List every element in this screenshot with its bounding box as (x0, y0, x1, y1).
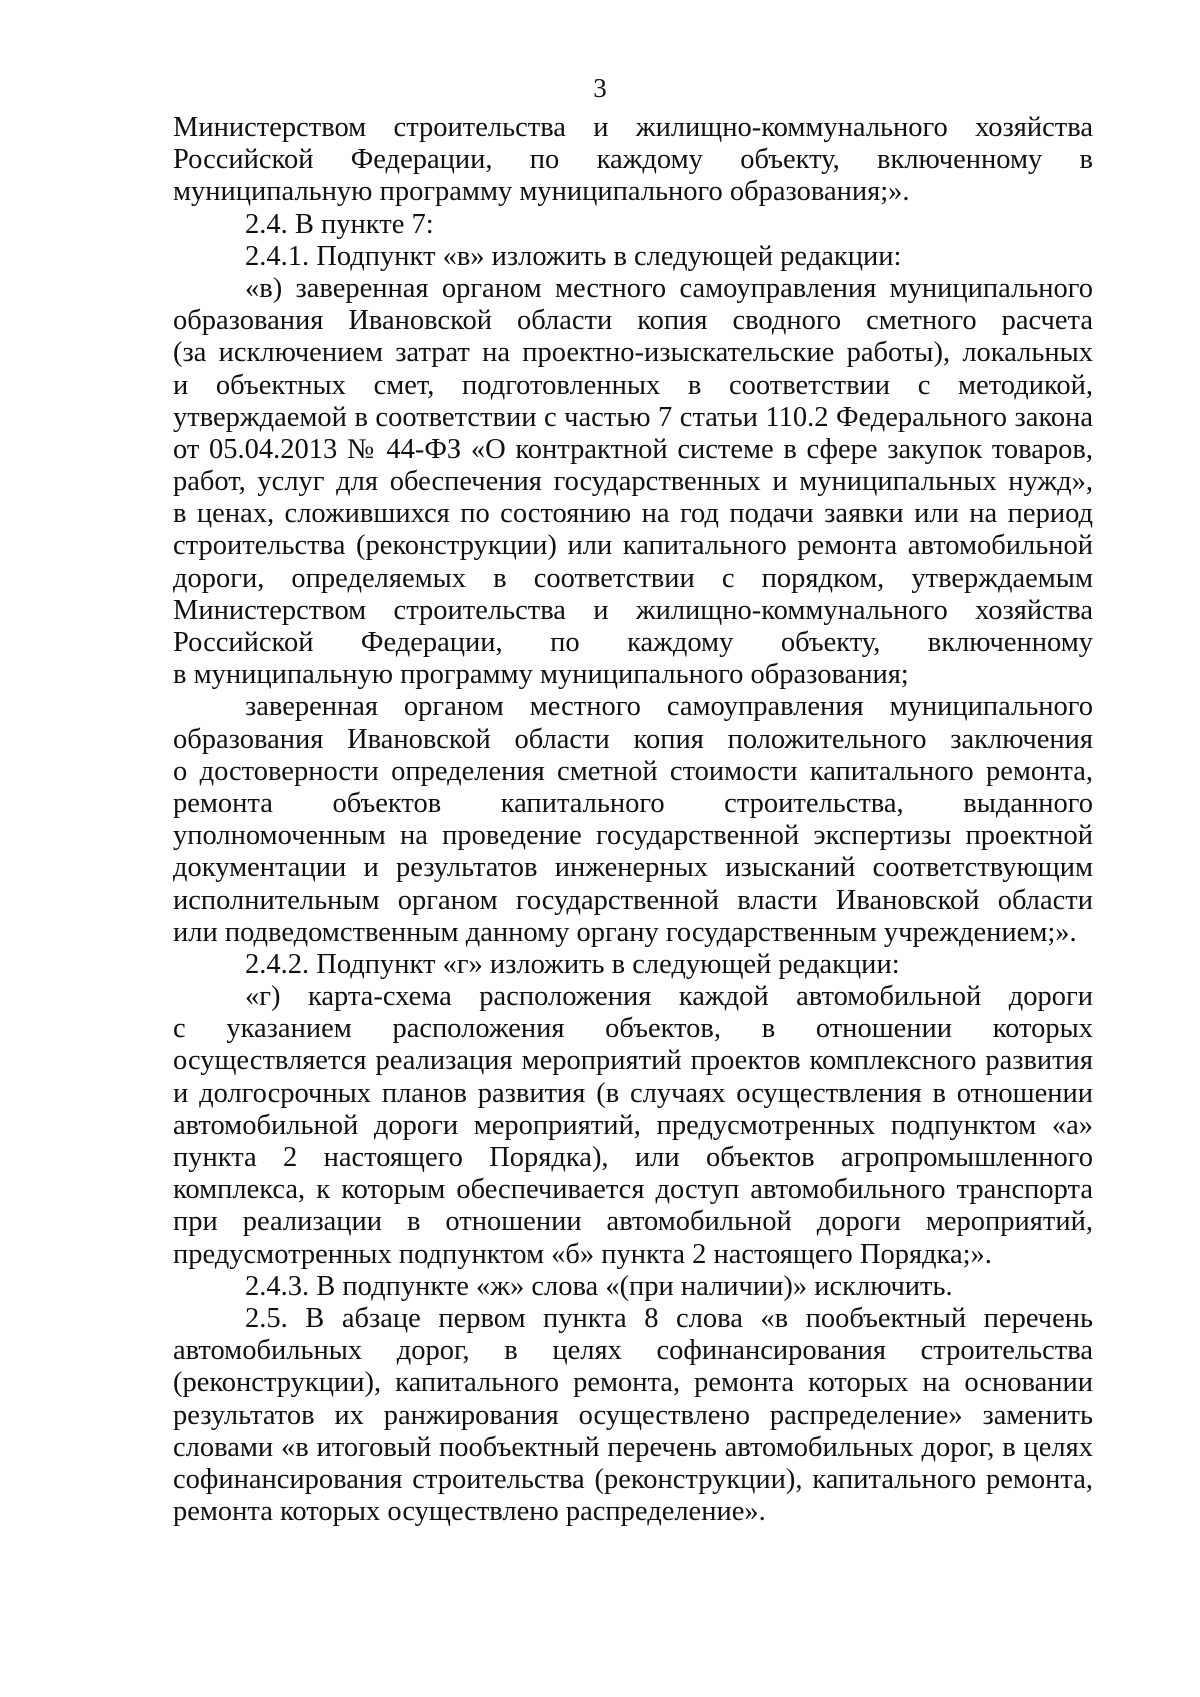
text-line: утверждаемой в соответствии с частью 7 статьи 110.2 Федерального закона (173, 401, 1093, 433)
text-line: словами «в итоговый пообъектный перечень автомобильных дорог, в целях (173, 1431, 1093, 1463)
text-line: при реализации в отношении автомобильной дороги мероприятий, (173, 1206, 1093, 1238)
text-line: 2.4. В пункте 7: (245, 208, 434, 240)
text-line: ремонта которых осуществлено распределение». (173, 1496, 766, 1528)
text-line: осуществляется реализация мероприятий проектов комплексного развития (173, 1045, 1093, 1077)
text-line: и объектных смет, подготовленных в соответствии с методикой, (173, 369, 1093, 401)
text-line: Российской Федерации, по каждому объекту, включенному (173, 627, 1093, 658)
text-line: с указанием расположения объектов, в отношении которых (173, 1013, 1093, 1045)
text-line: комплекса, к которым обеспечивается доступ автомобильного транспорта (173, 1174, 1093, 1206)
text-line: образования Ивановской области копия сводного сметного расчета (173, 305, 1093, 337)
text-line: в ценах, сложившихся по состоянию на год подачи заявки или на период (173, 498, 1093, 530)
text-line: исполнительным органом государственной власти Ивановской области (173, 884, 1093, 916)
text-line: (за исключением затрат на проектно-изыскательские работы), локальных (173, 337, 1093, 369)
text-line: строительства (реконструкции) или капитального ремонта автомобильной (173, 530, 1093, 562)
text-line: Министерством строительства и жилищно-коммунального хозяйства (173, 594, 1093, 626)
text-line: от 05.04.2013 № 44-ФЗ «О контрактной системе в сфере закупок товаров, (173, 433, 1093, 465)
text-line: муниципальную программу муниципального образования;». (173, 176, 910, 208)
text-line: 2.4.2. Подпункт «г» изложить в следующей редакции: (245, 948, 900, 980)
text-line: уполномоченным на проведение государственной экспертизы проектной (173, 820, 1093, 852)
text-line: о достоверности определения сметной стоимости капитального ремонта, (173, 755, 1093, 787)
text-line: 2.4.3. В подпункте «ж» слова «(при наличии)» исключить. (245, 1270, 953, 1302)
text-line: 2.5. В абзаце первом пункта 8 слова «в пообъектный перечень (245, 1302, 1093, 1334)
text-line: и долгосрочных планов развития (в случаях осуществления в отношении (173, 1077, 1093, 1109)
text-line: предусмотренных подпунктом «б» пункта 2 настоящего Порядка;». (173, 1238, 992, 1270)
text-line: ремонта объектов капитального строительства, выданного (173, 787, 1093, 819)
text-line: заверенная органом местного самоуправления муниципального (245, 691, 1093, 723)
text-line: софинансирования строительства (реконструкции), капитального ремонта, (173, 1463, 1093, 1495)
text-line: (реконструкции), капитального ремонта, ремонта которых на основании (173, 1367, 1093, 1399)
text-line: или подведомственным данному органу государственным учреждением;». (173, 916, 1077, 948)
text-line: документации и результатов инженерных изысканий соответствующим (173, 852, 1093, 884)
text-line: в муниципальную программу муниципального образования; (173, 659, 909, 691)
text-line: автомобильных дорог, в целях софинансирования строительства (173, 1335, 1093, 1367)
text-line: автомобильной дороги мероприятий, предусмотренных подпунктом «а» (173, 1109, 1093, 1141)
text-line: образования Ивановской области копия положительного заключения (173, 723, 1093, 755)
text-line: Российской Федерации, по каждому объекту, включенному в (173, 144, 1093, 176)
text-line: пункта 2 настоящего Порядка), или объектов агропромышленного (173, 1142, 1093, 1173)
text-line: результатов их ранжирования осуществлено распределение» заменить (173, 1399, 1093, 1431)
text-line: дороги, определяемых в соответствии с порядком, утверждаемым (173, 562, 1093, 594)
document-body (173, 112, 1093, 1528)
text-line: Министерством строительства и жилищно-коммунального хозяйства (173, 112, 1093, 143)
page-number: 3 (593, 73, 607, 103)
text-line: «г) карта-схема расположения каждой автомобильной дороги (245, 981, 1093, 1013)
text-line: «в) заверенная органом местного самоуправления муниципального (245, 272, 1093, 304)
text-line: работ, услуг для обеспечения государственных и муниципальных нужд», (173, 466, 1093, 498)
text-line: 2.4.1. Подпункт «в» изложить в следующей редакции: (245, 240, 902, 272)
